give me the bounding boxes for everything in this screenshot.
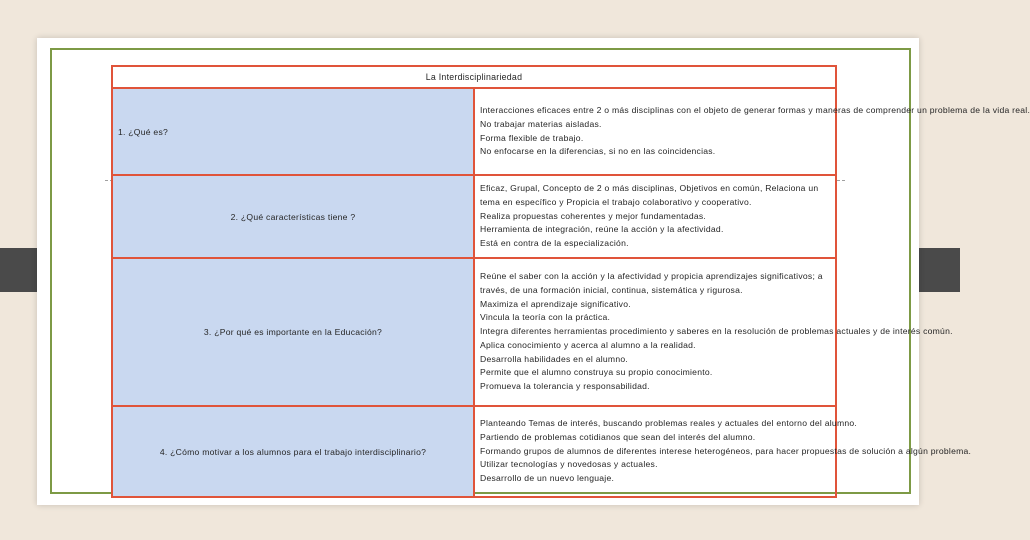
table-row bbox=[112, 258, 836, 406]
answer-line: Planteando Temas de interés, buscando problemas reales y actuales del entorno del alumno. bbox=[480, 418, 858, 428]
question-text: 1. ¿Qué es? bbox=[118, 126, 169, 137]
answer-line: Eficaz, Grupal, Concepto de 2 o más disciplinas, Objetivos en común, Relaciona un tema en específico y Propicia el trabajo colaborativo y cooperativo. bbox=[480, 183, 819, 207]
answer-line: Formando grupos de alumnos de diferentes interese heterogéneos, para hacer propuestas de solución a algún problema. bbox=[480, 445, 972, 456]
answer-line: Desarrolla habilidades en el alumno. bbox=[480, 353, 629, 364]
answer-line: Utilizar tecnologías y novedosas y actuales. bbox=[480, 459, 658, 470]
answer-line: Reúne el saber con la acción y la afectividad y propicia aprendizajes significativos; a través, de una formación inicial, continua, sistemática y rigurosa. bbox=[480, 270, 823, 295]
answer-line: Permite que el alumno construya su propio conocimiento. bbox=[480, 367, 713, 378]
interdisciplinarity-table bbox=[111, 65, 1030, 498]
answer-line: Partiendo de problemas cotidianos que sean del interés del alumno. bbox=[480, 431, 756, 442]
answer-line: Integra diferentes herramientas procedimiento y saberes en la resolución de problemas actuales y de interés común. bbox=[480, 326, 953, 337]
question-text: 2. ¿Qué características tiene ? bbox=[230, 211, 356, 222]
answer-line: Maximiza el aprendizaje significativo. bbox=[480, 298, 631, 309]
table-title-row bbox=[112, 66, 836, 88]
answer-line: No enfocarse en la diferencias, si no en las coincidencias. bbox=[480, 146, 716, 157]
answer-line: Herramienta de integración, reúne la acción y la afectividad. bbox=[480, 224, 724, 235]
answer-line: No trabajar materias aisladas. bbox=[480, 118, 602, 129]
answer-line: Está en contra de la especialización. bbox=[480, 238, 629, 249]
question-cell bbox=[112, 88, 474, 175]
answer-line: Interacciones eficaces entre 2 o más disciplinas con el objeto de generar formas y maneras de comprender un problema de la vida real. bbox=[480, 104, 1030, 115]
table-title: La Interdisciplinariedad bbox=[112, 66, 836, 88]
answer-cell bbox=[474, 175, 836, 258]
question-cell bbox=[112, 406, 474, 497]
table-row bbox=[112, 175, 836, 258]
dashed-rule-right bbox=[837, 180, 845, 181]
answer-line: Desarrollo de un nuevo lenguaje. bbox=[480, 473, 615, 484]
question-text: 3. ¿Por qué es importante en la Educación? bbox=[203, 327, 383, 337]
answer-cell bbox=[474, 258, 953, 406]
answer-line: Aplica conocimiento y acerca al alumno a la realidad. bbox=[480, 339, 696, 350]
table-row bbox=[112, 406, 836, 497]
answer-line: Realiza propuestas coherentes y mejor fundamentadas. bbox=[480, 210, 707, 221]
table-row bbox=[112, 88, 836, 175]
answer-cell bbox=[474, 88, 1030, 175]
question-cell bbox=[112, 175, 474, 258]
answer-line: Promueva la tolerancia y responsabilidad. bbox=[480, 381, 650, 392]
question-cell bbox=[112, 258, 474, 406]
answer-line: Forma flexible de trabajo. bbox=[480, 132, 584, 143]
answer-line: Vincula la teoría con la práctica. bbox=[480, 312, 611, 323]
answer-cell bbox=[474, 406, 972, 497]
question-text: 4. ¿Cómo motivar a los alumnos para el trabajo interdisciplinario? bbox=[159, 446, 427, 457]
